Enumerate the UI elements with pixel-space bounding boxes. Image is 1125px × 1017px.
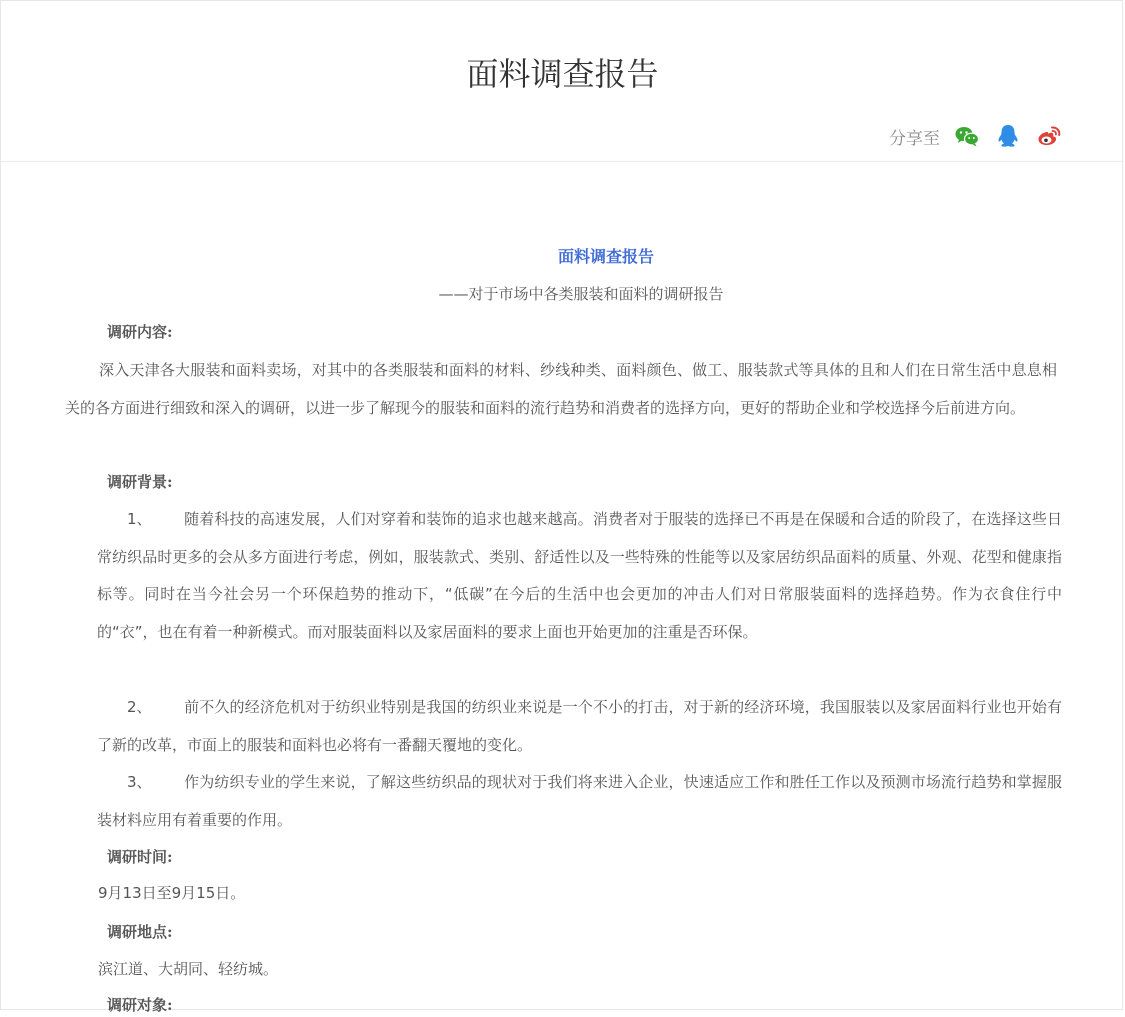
article-subtitle: ——对于市场中各类服装和面料的调研报告 [438, 285, 724, 303]
share-label: 分享至 [889, 128, 940, 149]
section-heading-content: 调研内容: [107, 323, 173, 341]
weibo-icon[interactable] [1036, 123, 1062, 149]
section-heading-time: 调研时间: [107, 848, 173, 866]
section-heading-target: 调研对象: [107, 996, 173, 1014]
list-item-text: 作为纺织专业的学生来说，了解这些纺织品的现状对于我们将来进入企业，快速适应工作和胜任工作以及预测市场流行趋势和掌握服装材料应用有着重要的作用。 [97, 773, 1062, 829]
section-heading-background: 调研背景: [107, 473, 173, 491]
page-title: 面料调查报告 [466, 55, 659, 93]
list-item [97, 689, 1062, 764]
paragraph-location: 滨江道、大胡同、轻纺城。 [98, 960, 279, 978]
paragraph-content: 深入天津各大服装和面料卖场，对其中的各类服装和面料的材料、纱线种类、面料颜色、做工、服装款式等具体的且和人们在日常生活中息息相关的各方面进行细致和深入的调研，以进一步了解现今的服装和面料的流行趋势和消费者的选择方向，更好的帮助企业和学校选择今后前进方向。 [65, 361, 1057, 417]
article-title: 面料调查报告 [557, 247, 654, 266]
section-heading-location: 调研地点: [107, 923, 173, 941]
share-bar [889, 121, 1062, 151]
wechat-icon[interactable] [954, 123, 980, 149]
list-item-text: 随着科技的高速发展，人们对穿着和装饰的追求也越来越高。消费者对于服装的选择已不再是在保暖和合适的阶段了，在选择这些日常纺织品时更多的会从多方面进行考虑，例如，服装款式、类别、舒适性以及一些特殊的性能等以及家居纺织品面料的质量、外观、花型和健康指标等。同时在当今社会另一个环保趋势的推动下，“低碳”在今后的生活中也会更加的冲击人们对日常服装面料的选择趋势。作为衣食住行中的“衣”，也在有着一种新模式。而对服装面料以及家居面料的要求上面也开始更加的注重是否环保。 [97, 510, 1062, 641]
list-item [97, 501, 1062, 651]
article-header [1, 1, 1124, 162]
list-item-text: 前不久的经济危机对于纺织业特别是我国的纺织业来说是一个不小的打击，对于新的经济环境，我国服装以及家居面料行业也开始有了新的改革，市面上的服装和面料也必将有一番翻天覆地的变化。 [97, 698, 1062, 754]
paragraph-time: 9月13日至9月15日。 [98, 884, 246, 902]
qq-icon[interactable] [995, 123, 1021, 149]
list-item-number: 2、 [127, 698, 152, 716]
list-item-number: 3、 [127, 773, 152, 791]
list-item-number: 1、 [127, 510, 152, 528]
list-item [97, 764, 1062, 839]
